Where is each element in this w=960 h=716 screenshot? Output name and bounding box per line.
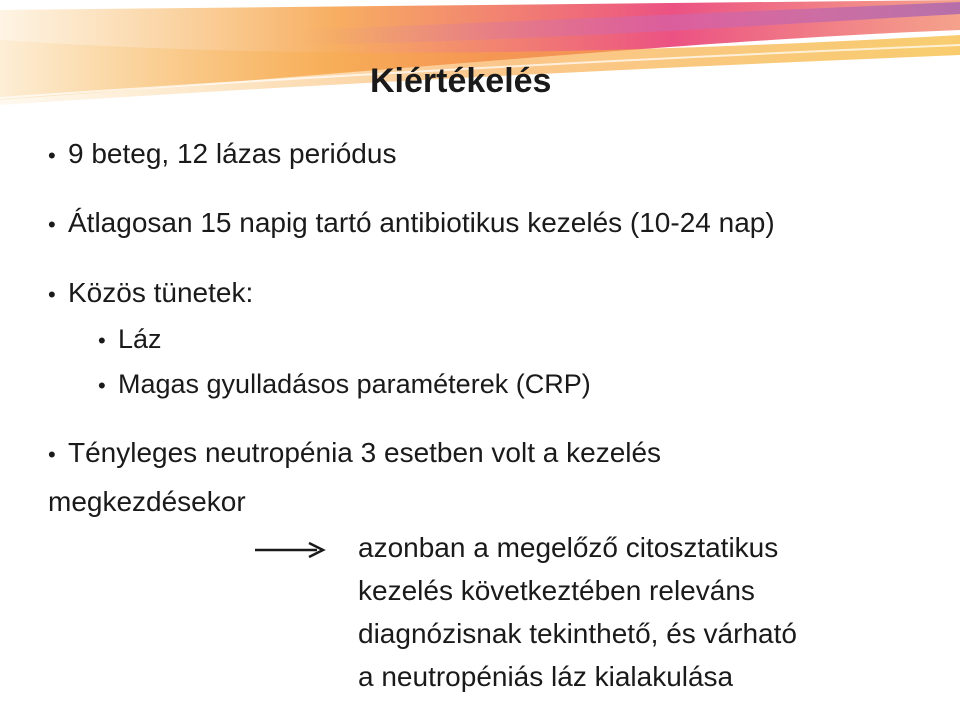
bullet-continuation: megkezdésekor [48, 486, 246, 517]
note-line: kezelés következtében releváns [358, 575, 755, 606]
note-line: azonban a megelőző citosztatikus [358, 532, 779, 563]
bullet-dot-icon: • [98, 373, 106, 398]
bullet-item: • Tényleges neutropénia 3 esetben volt a kezelés [48, 436, 661, 472]
note-text [358, 526, 797, 698]
bullet-dot-icon: • [48, 282, 56, 307]
bullet-item: • Közös tünetek: [48, 276, 253, 312]
bullet-dot-icon: • [48, 442, 56, 467]
bullet-dot-icon: • [48, 212, 56, 237]
slide-title: Kiértékelés [370, 62, 552, 100]
right-arrow-icon [255, 541, 327, 559]
note-line: diagnózisnak tekinthető, és várható [358, 618, 797, 649]
bullet-dot-icon: • [98, 328, 106, 353]
note-line: a neutropéniás láz kialakulása [358, 661, 734, 692]
sub-bullet-item: • Magas gyulladásos paraméterek (CRP) [98, 367, 591, 403]
bullet-item: • Átlagosan 15 napig tartó antibiotikus kezelés (10-24 nap) [48, 206, 775, 242]
bullet-dot-icon: • [48, 143, 56, 168]
bullet-item: • 9 beteg, 12 lázas periódus [48, 137, 396, 173]
sub-bullet-item: • Láz [98, 322, 162, 358]
